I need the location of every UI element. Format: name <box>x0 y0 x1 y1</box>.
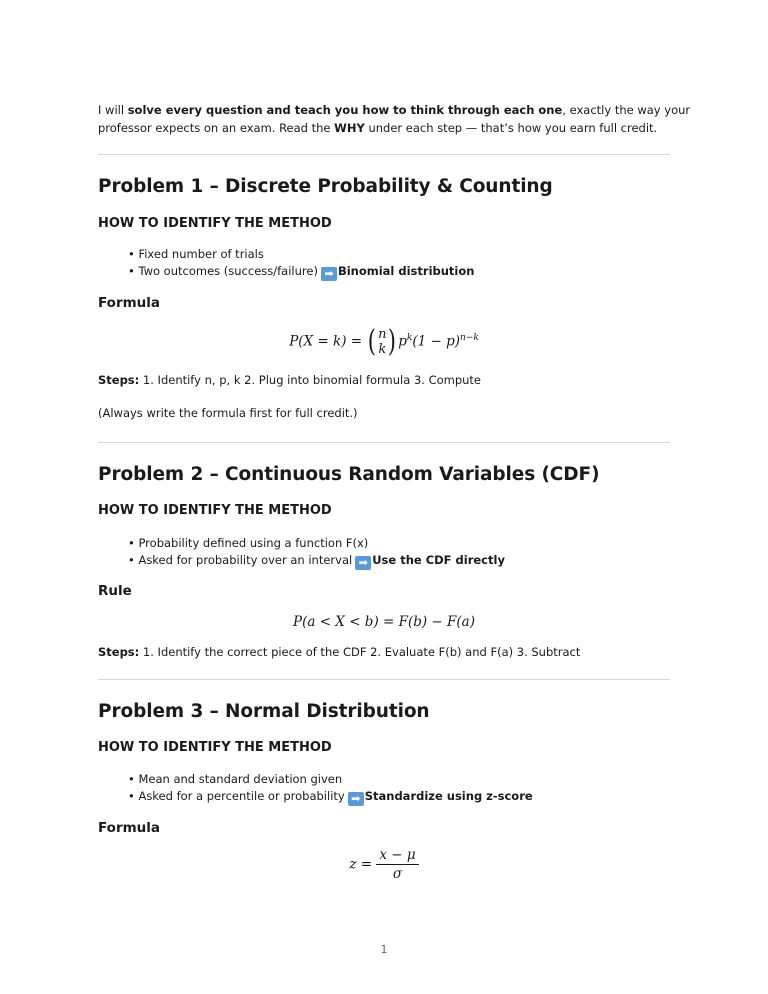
list-item: • Mean and standard deviation given <box>128 771 533 788</box>
intro-text-3: under each step — that’s how you earn full credit. <box>364 121 658 135</box>
divider <box>98 154 670 155</box>
problem-1-conclusion: Binomial distribution <box>337 264 475 278</box>
problem-1-note: (Always write the formula first for full credit.) <box>98 406 358 420</box>
right-arrow-icon: ➡ <box>348 792 364 806</box>
problem-3-formula-heading: Formula <box>98 820 161 836</box>
problem-3-formula: z = $\frac{x - \mu}{\sigma}$ <box>98 847 670 882</box>
right-arrow-icon: ➡ <box>355 556 371 570</box>
problem-2-bullets <box>128 535 505 570</box>
problem-1-how-heading: HOW TO IDENTIFY THE METHOD <box>98 216 332 231</box>
intro-paragraph <box>98 101 698 137</box>
problem-2-title: Problem 2 – Continuous Random Variables (CDF) <box>98 464 600 485</box>
list-item: • Fixed number of trials <box>128 246 474 263</box>
problem-1-formula-heading: Formula <box>98 295 161 311</box>
intro-text-1: I will <box>98 103 128 117</box>
problem-2-conclusion: Use the CDF directly <box>372 553 505 567</box>
intro-text-2: , exactly the way your professor expects on an exam. Read the <box>98 103 691 135</box>
list-item: • Asked for probability over an interval ➡ Use the CDF directly <box>128 552 505 570</box>
problem-2-how-heading: HOW TO IDENTIFY THE METHOD <box>98 503 332 518</box>
problem-2-rule-heading: Rule <box>98 583 132 599</box>
list-item: • Asked for a percentile or probability ➡ Standardize using z-score <box>128 788 533 806</box>
intro-bold-2: WHY <box>334 121 365 135</box>
problem-1-steps: Steps: 1. Identify n, p, k 2. Plug into binomial formula 3. Compute <box>98 373 482 387</box>
problem-3-conclusion: Standardize using z-score <box>364 789 533 803</box>
z-score-fraction: $\frac{x - \mu}{\sigma}$ <box>376 847 418 882</box>
formula-lhs: P(X = k) = <box>289 333 363 350</box>
list-item: • Probability defined using a function F(x) <box>128 535 505 552</box>
problem-2-formula: P(a < X < b) = F(b) − F(a) <box>293 614 475 630</box>
divider <box>98 679 670 680</box>
problem-3-how-heading: HOW TO IDENTIFY THE METHOD <box>98 740 332 755</box>
page-number: 1 <box>380 943 388 956</box>
divider <box>98 442 670 443</box>
problem-2-steps: Steps: 1. Identify the correct piece of the CDF 2. Evaluate F(b) and F(a) 3. Subtract <box>98 645 581 659</box>
binomial-coefficient: ( n k ) <box>368 324 397 359</box>
list-item: • Two outcomes (success/failure) ➡ Binomial distribution <box>128 263 474 281</box>
problem-1-bullets <box>128 246 474 281</box>
intro-bold-1: solve every question and teach you how to think through each one <box>127 103 563 117</box>
problem-3-title: Problem 3 – Normal Distribution <box>98 701 430 722</box>
right-arrow-icon: ➡ <box>321 267 337 281</box>
problem-3-bullets <box>128 771 533 806</box>
problem-1-formula: P(X = k) = ( n k ) $p^k(1 - p)^{n-k}$ <box>289 324 479 359</box>
problem-1-title: Problem 1 – Discrete Probability & Counting <box>98 176 553 197</box>
